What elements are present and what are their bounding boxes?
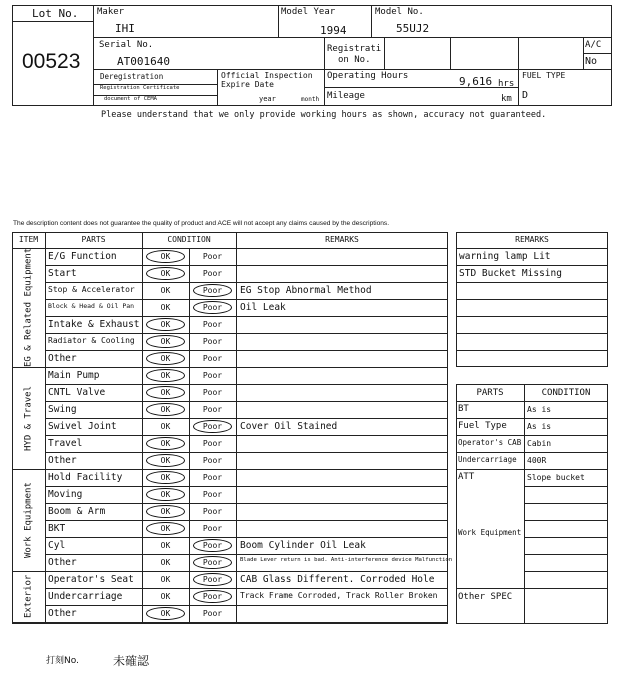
condition-ok: OK <box>160 507 171 516</box>
poor-circle-mark <box>193 573 232 586</box>
spec-condition: As is <box>527 405 552 414</box>
condition-ok: OK <box>160 575 171 584</box>
working-hours-note: Please understand that we only provide working hours as shown, accuracy not guaranteed. <box>101 110 547 120</box>
part-name: Hold Facility <box>48 472 123 483</box>
remark-text: Cover Oil Stained <box>240 421 338 432</box>
ok-circle-mark <box>146 505 185 518</box>
official-inspection-label-2: Expire Date <box>221 80 274 89</box>
condition-ok: OK <box>160 252 171 261</box>
model-year-value: 1994 <box>320 24 347 37</box>
fuel-type-label: FUEL TYPE <box>522 71 566 80</box>
spec-condition: Cabin <box>527 439 552 448</box>
part-name: Start <box>48 268 77 279</box>
remark-text: CAB Glass Different. Corroded Hole <box>240 574 435 585</box>
mileage-label: Mileage <box>327 91 365 101</box>
model-no-label: Model No. <box>375 7 424 17</box>
condition-ok: OK <box>160 405 171 414</box>
ok-circle-mark <box>146 437 185 450</box>
part-name: Swing <box>48 404 77 415</box>
part-name: Travel <box>48 438 83 449</box>
part-name: Intake & Exhaust <box>48 319 140 330</box>
maker-label: Maker <box>97 7 125 17</box>
condition-ok: OK <box>160 354 171 363</box>
part-name: BKT <box>48 523 66 534</box>
ok-circle-mark <box>146 607 185 620</box>
ac-label: A/C <box>585 40 602 50</box>
side-remark-line: warning lamp Lit <box>459 251 551 262</box>
stamp-no-value: 未確認 <box>113 654 150 668</box>
group-label: HYD & Travel <box>23 385 34 451</box>
registration-no-label-2: on No. <box>338 55 371 65</box>
condition-ok: OK <box>160 592 171 601</box>
condition-ok: OK <box>160 422 171 431</box>
serial-no-label: Serial No. <box>99 40 154 50</box>
ok-circle-mark <box>146 386 185 399</box>
hrs-label: hrs <box>498 79 515 89</box>
col-item-header: ITEM <box>18 235 39 244</box>
lot-no-value: 00523 <box>22 50 81 73</box>
condition-ok: OK <box>160 439 171 448</box>
condition-poor: Poor <box>202 303 223 312</box>
condition-poor: Poor <box>202 388 223 397</box>
part-name: Radiator & Cooling <box>48 336 135 345</box>
spec-condition: As is <box>527 422 552 431</box>
col-remarks-header: REMARKS <box>325 235 359 244</box>
fuel-type-value: D <box>522 90 529 101</box>
condition-ok: OK <box>160 269 171 278</box>
poor-circle-mark <box>193 420 232 433</box>
condition-ok: OK <box>160 303 171 312</box>
work-equipment-label: Work Equipment <box>458 528 522 537</box>
remark-text: Blade Lever return is bad. Anti-interference device Malfunction <box>240 557 453 563</box>
poor-circle-mark <box>193 284 232 297</box>
part-name: E/G Function <box>48 251 117 262</box>
condition-ok: OK <box>160 558 171 567</box>
col-condition-header: CONDITION <box>167 235 211 244</box>
condition-ok: OK <box>160 541 171 550</box>
condition-ok: OK <box>160 286 171 295</box>
condition-ok: OK <box>160 490 171 499</box>
year-label: year <box>259 95 276 103</box>
part-name: Main Pump <box>48 370 100 381</box>
spec-condition: 400R <box>527 456 547 465</box>
ok-circle-mark <box>146 471 185 484</box>
condition-ok: OK <box>160 609 171 618</box>
ok-circle-mark <box>146 267 185 280</box>
part-name: Boom & Arm <box>48 506 106 517</box>
part-name: Swivel Joint <box>48 421 117 432</box>
ok-circle-mark <box>146 403 185 416</box>
remark-text: Boom Cylinder Oil Leak <box>240 540 366 551</box>
operating-hours-label: Operating Hours <box>327 71 409 81</box>
condition-poor: Poor <box>202 456 223 465</box>
ok-circle-mark <box>146 454 185 467</box>
condition-poor: Poor <box>202 269 223 278</box>
condition-ok: OK <box>160 388 171 397</box>
parts-header: PARTS <box>476 388 504 398</box>
condition-poor: Poor <box>202 609 223 618</box>
condition-poor: Poor <box>202 337 223 346</box>
condition-ok: OK <box>160 371 171 380</box>
condition-poor: Poor <box>202 473 223 482</box>
remark-text: Track Frame Corroded, Track Roller Broken <box>240 591 438 600</box>
condition-ok: OK <box>160 456 171 465</box>
ok-circle-mark <box>146 318 185 331</box>
remark-text: Oil Leak <box>240 302 286 313</box>
registration-no-label-1: Registrati <box>327 44 382 54</box>
spec-part: Operator's CAB <box>458 438 522 447</box>
spec-part: Fuel Type <box>458 421 507 431</box>
spec-part: BT <box>458 404 469 414</box>
stamp-no-label: 打刻No. <box>46 656 79 666</box>
operating-hours-value: 9,616 <box>459 75 493 88</box>
side-remarks-header: REMARKS <box>515 235 549 244</box>
condition-poor: Poor <box>202 422 223 431</box>
part-name: CNTL Valve <box>48 387 106 398</box>
part-name: Moving <box>48 489 83 500</box>
condition-poor: Poor <box>202 541 223 550</box>
month-label: month <box>301 96 320 103</box>
condition-ok: OK <box>160 524 171 533</box>
registration-certificate-label: Registration Certificate <box>100 85 180 91</box>
deregistration-label: Deregistration <box>100 72 164 81</box>
condition-poor: Poor <box>202 558 223 567</box>
condition-poor: Poor <box>202 371 223 380</box>
part-name: Other <box>48 353 77 364</box>
lot-no-label: Lot No. <box>32 7 79 20</box>
condition-poor: Poor <box>202 524 223 533</box>
serial-no-value: AT001640 <box>117 55 170 68</box>
ok-circle-mark <box>146 250 185 263</box>
condition-ok: OK <box>160 337 171 346</box>
model-year-label: Model Year <box>281 7 336 17</box>
document-cema-label: document of CEMA <box>104 96 157 102</box>
part-name: Operator's Seat <box>48 574 134 585</box>
km-label: km <box>501 94 512 104</box>
side-remark-line: STD Bucket Missing <box>459 268 562 279</box>
official-inspection-label-1: Official Inspection <box>221 71 313 80</box>
condition-poor: Poor <box>202 490 223 499</box>
part-name: Other <box>48 608 77 619</box>
ok-circle-mark <box>146 369 185 382</box>
condition-poor: Poor <box>202 405 223 414</box>
part-name: Block & Head & Oil Pan <box>48 302 135 310</box>
ok-circle-mark <box>146 488 185 501</box>
condition-poor: Poor <box>202 592 223 601</box>
group-label: EG & Related Equipment <box>23 247 34 368</box>
part-name: Cyl <box>48 540 66 551</box>
part-name: Undercarriage <box>48 591 123 602</box>
condition-poor: Poor <box>202 439 223 448</box>
att-value: Slope bucket <box>527 473 585 482</box>
ok-circle-mark <box>146 335 185 348</box>
condition-poor: Poor <box>202 252 223 261</box>
poor-circle-mark <box>193 556 232 569</box>
maker-value: IHI <box>115 22 135 35</box>
col-parts-header: PARTS <box>81 235 106 244</box>
part-name: Other <box>48 455 77 466</box>
disclaimer: The description content does not guarantee the quality of product and ACE will not accept any claims caused by the descriptions. <box>13 220 390 227</box>
remark-text: EG Stop Abnormal Method <box>240 285 372 296</box>
ok-circle-mark <box>146 352 185 365</box>
part-name: Stop & Accelerator <box>48 285 135 294</box>
spec-part: Undercarriage <box>458 455 517 464</box>
condition-ok: OK <box>160 320 171 329</box>
condition-ok: OK <box>160 473 171 482</box>
condition-poor: Poor <box>202 507 223 516</box>
group-label: Work Equipment <box>23 482 34 558</box>
poor-circle-mark <box>193 301 232 314</box>
ok-circle-mark <box>146 522 185 535</box>
poor-circle-mark <box>193 590 232 603</box>
other-spec-label: Other SPEC <box>458 592 513 602</box>
condition-poor: Poor <box>202 354 223 363</box>
ac-value: No <box>585 56 598 67</box>
group-label: Exterior <box>23 574 34 619</box>
condition-poor: Poor <box>202 286 223 295</box>
att-label: ATT <box>458 472 475 482</box>
poor-circle-mark <box>193 539 232 552</box>
condition-poor: Poor <box>202 575 223 584</box>
condition-poor: Poor <box>202 320 223 329</box>
condition-header: CONDITION <box>541 388 591 398</box>
model-no-value: 55UJ2 <box>396 22 430 35</box>
part-name: Other <box>48 557 77 568</box>
